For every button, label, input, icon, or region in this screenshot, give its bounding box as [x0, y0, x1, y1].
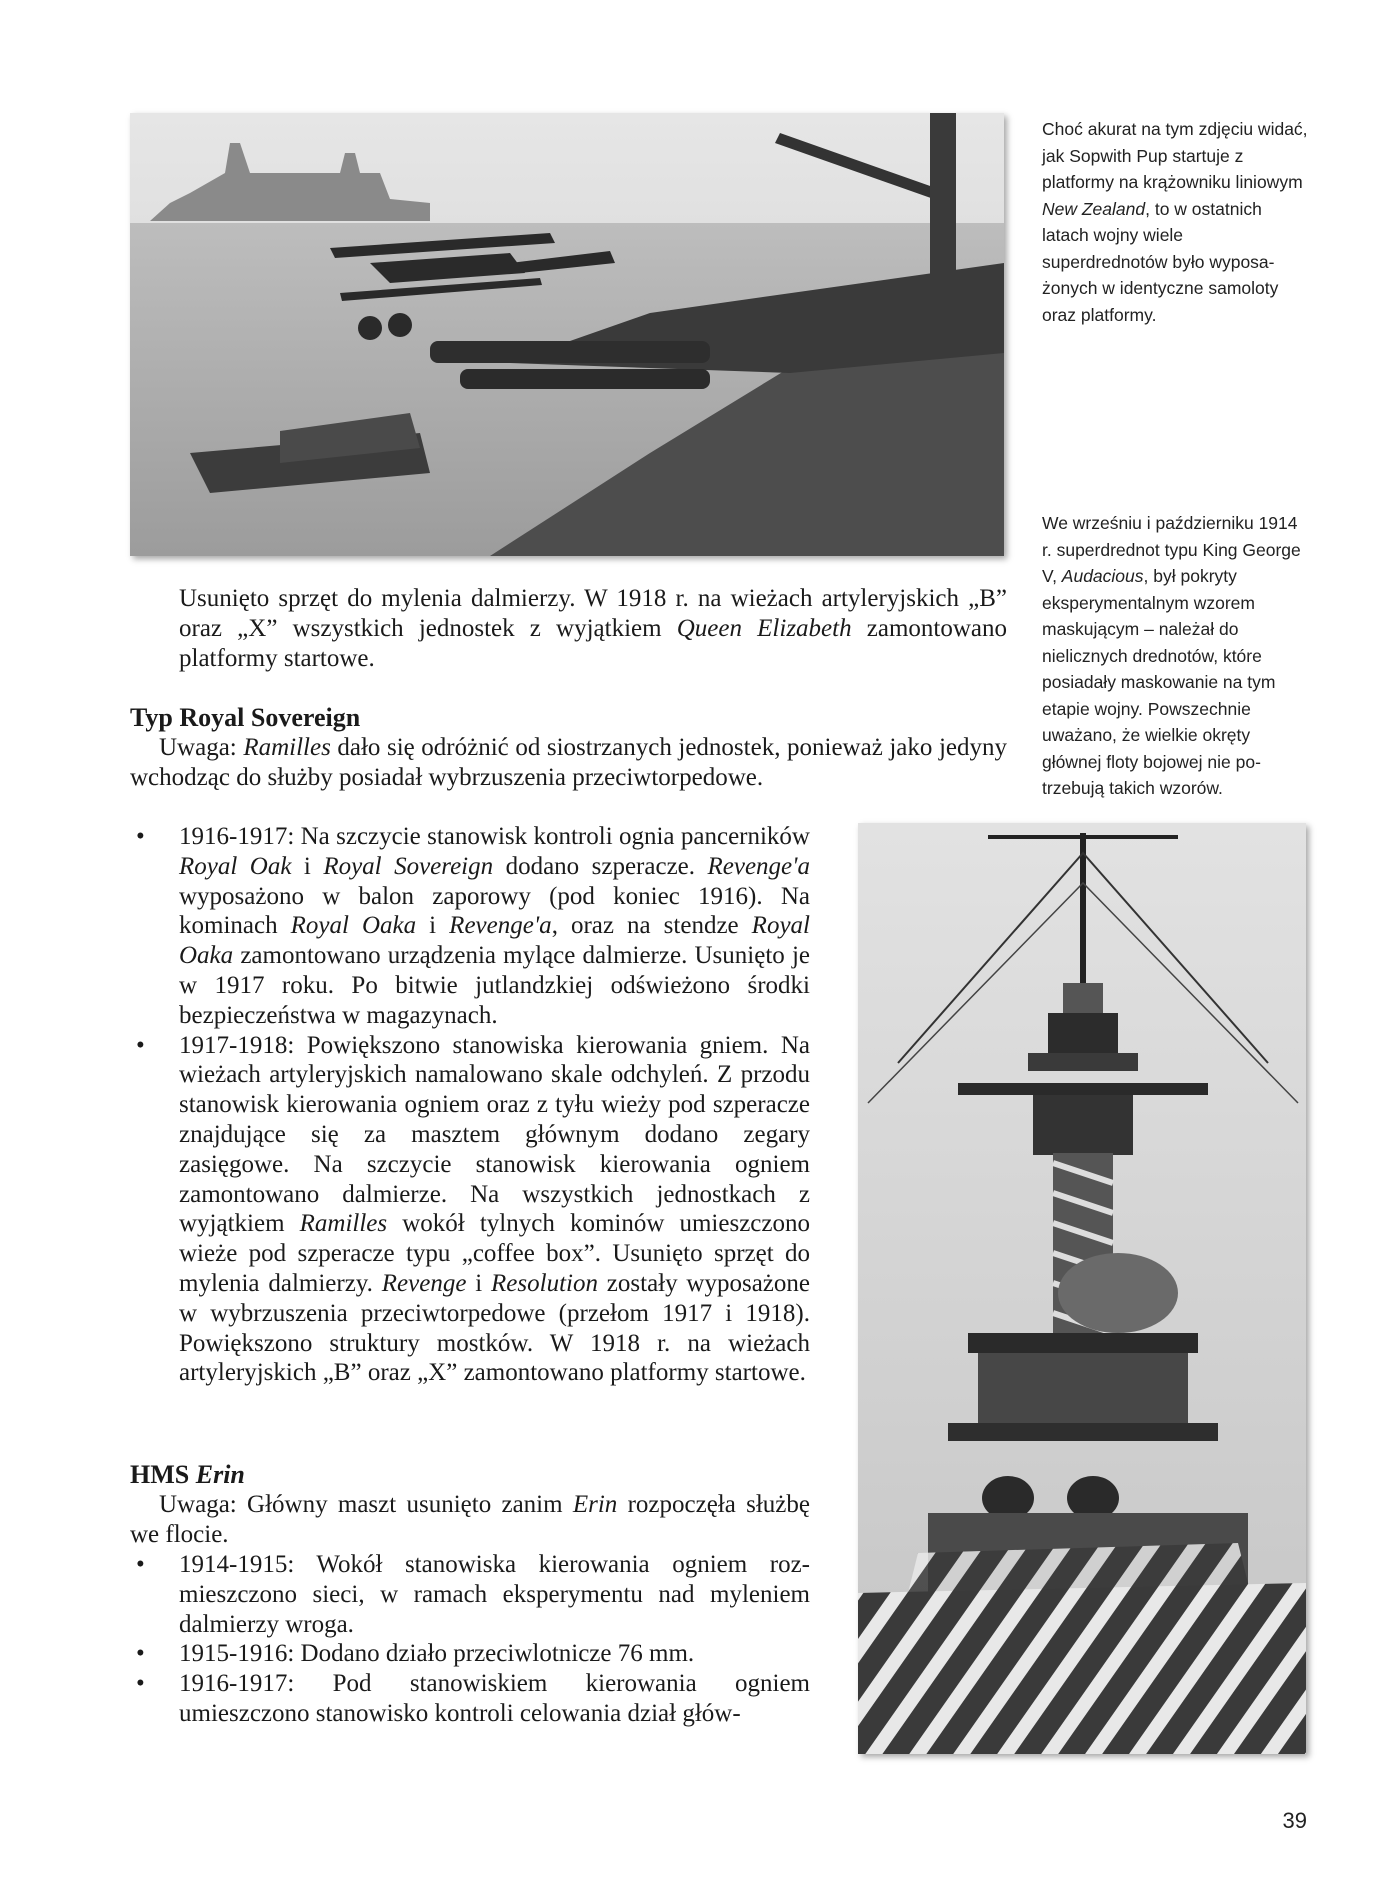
- paragraph-continuation: Usunięto sprzęt do mylenia dalmierzy. W 1918 r. na wieżach artyleryjskich „B” oraz „X” wszystkich jednostek z wyjątkiem Queen Elizabeth zamontowano platformy startowe.: [179, 585, 1007, 672]
- photo-sopwith-pup-takeoff: [130, 113, 1004, 556]
- caption-top: Choć akurat na tym zdjęciu widać, jak Sopwith Pup startuje z platformy na krążowniku liniowym New Zealand, to w ostatnich latach wojny wiele superdrednotów było wyposażonych w identyczne samoloty oraz platformy.: [1042, 119, 1308, 325]
- bullet: •: [136, 1551, 145, 1578]
- list-royal-sovereign: [130, 822, 810, 1388]
- note-royal-sovereign: Uwaga: Ramilles dało się odróżnić od siostrzanych jednostek, ponieważ jako jedyny wchodząc do służby posiadał wybrzuszenia przeciwtorpedowe.: [130, 734, 1007, 791]
- list-item: [130, 1639, 810, 1669]
- list-item-text: 1915-1916: Dodano działo przeciwlotnicze 76 mm.: [179, 1640, 695, 1668]
- list-item: [130, 1669, 810, 1729]
- list-item: [130, 1031, 810, 1389]
- list-hms-erin: [130, 1550, 810, 1729]
- page-number: 39: [1282, 1808, 1307, 1833]
- list-item: [130, 822, 810, 1031]
- photo-audacious-camouflage: [858, 823, 1306, 1754]
- heading-hms-erin: HMS Erin: [130, 1460, 245, 1489]
- list-item-text: 1917-1918: Powiększono stanowiska kierowania gniem. Na wieżach artyleryjskich namalowano skale odchyleń. Z przodu stanowisk kierowania ogniem oraz z tyłu wieży pod szperacze znajdujące się za masztem głównym dodano zegary zasięgowe. Na szczycie stanowisk kierowania ogniem zamontowano dalmierze. Na wszystkich jednostkach z wyjątkiem Ramilles wokół tylnych kominów umieszczono wieże pod szperacze typu „coffee box”. Usunięto sprzęt do mylenia dalmierzy. Revenge i Resolution zostały wyposażone w wybrzuszenia przeciwtorpedowe (przełom 1917 i 1918). Powiększono struktury mostków. W 1918 r. na wieżach artyleryjskich „B” oraz „X” zamontowano platformy startowe.: [179, 1031, 811, 1387]
- bullet: •: [136, 1031, 145, 1059]
- list-item-text: 1916-1917: Pod stanowiskiem kierowania ogniem umieszczono stanowisko kontroli celowania dział głów-: [179, 1670, 810, 1727]
- heading-royal-sovereign: Typ Royal Sovereign: [130, 703, 361, 732]
- caption-bottom: We wrześniu i październiku 1914 r. superdrednot typu King George V, Audacious, był pokryty eksperymentalnym wzorem maskującym – należał do nielicznych drednotów, które posiadały maskowanie na tym etapie wojny. Powszechnie uważano, że wielkie okręty głównej floty bojowej nie potrzebują takich wzorów.: [1042, 513, 1301, 798]
- list-item-text: 1916-1917: Na szczycie stanowisk kontroli ognia pancerników Royal Oak i Royal Sovereign dodano szperacze. Revenge'a wyposażono w balon zaporowy (pod koniec 1916). Na kominach Royal Oaka i Revenge'a, oraz na stendze Royal Oaka zamontowano urządzenia mylące dalmierze. Usunięto je w 1917 roku. Po bitwie jutlandzkiej odświeżono środki bezpieczeństwa w magazynach.: [179, 823, 810, 1029]
- bullet: •: [136, 1640, 145, 1668]
- list-item: [130, 1550, 810, 1639]
- bullet: •: [136, 823, 145, 850]
- bullet: •: [136, 1670, 145, 1698]
- note-hms-erin: Uwaga: Główny maszt usunięto zanim Erin rozpoczęła służbę we flocie.: [130, 1491, 810, 1548]
- list-item-text: 1914-1915: Wokół stanowiska kierowania ogniem rozmieszczono sieci, w ramach eksperymentu nad myleniem dalmierzy wroga.: [179, 1551, 810, 1638]
